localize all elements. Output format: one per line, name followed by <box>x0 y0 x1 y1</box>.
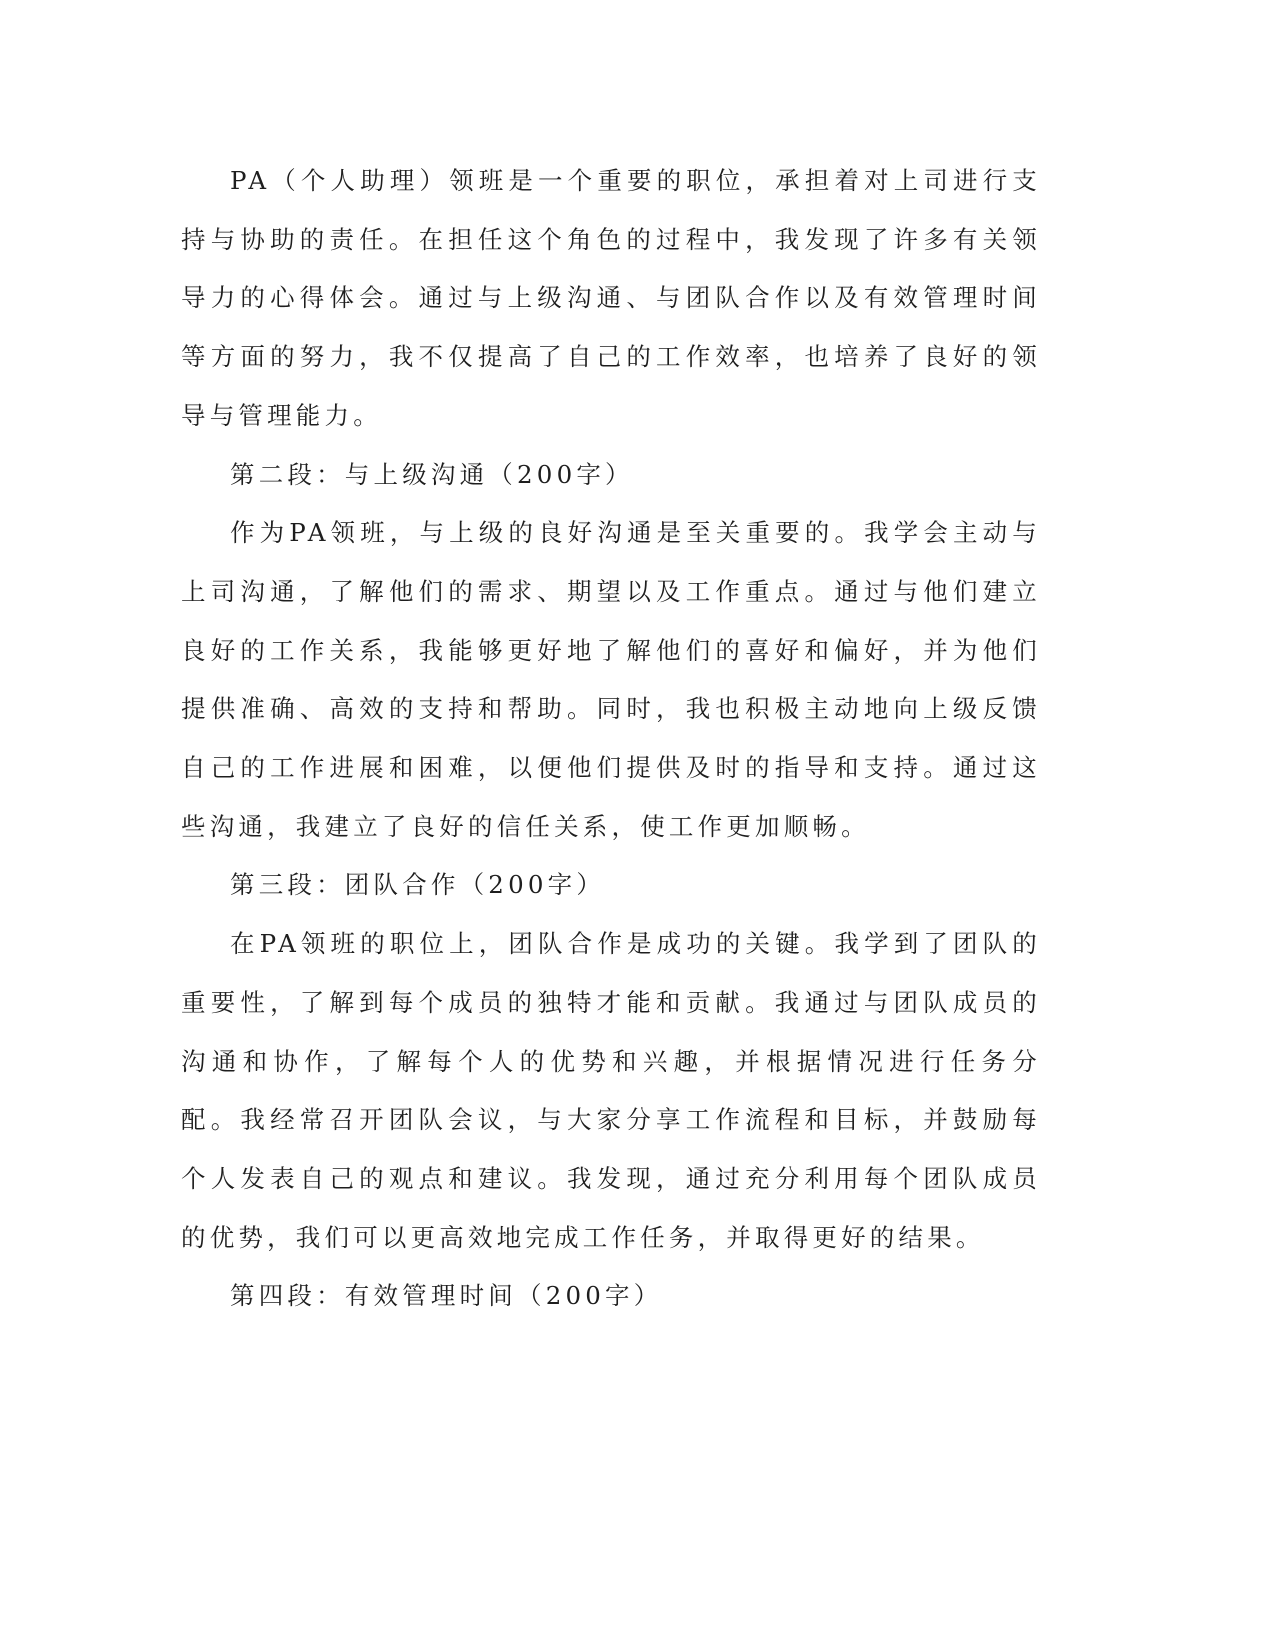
intro-paragraph: PA（个人助理）领班是一个重要的职位，承担着对上司进行支持与协助的责任。在担任这个角色的过程中，我发现了许多有关领导力的心得体会。通过与上级沟通、与团队合作以及有效管理时间等方面的努力，我不仅提高了自己的工作效率，也培养了良好的领导与管理能力。 <box>181 166 1041 430</box>
teamwork-paragraph: 在PA领班的职位上，团队合作是成功的关键。我学到了团队的重要性，了解到每个成员的独特才能和贡献。我通过与团队成员的沟通和协作，了解每个人的优势和兴趣，并根据情况进行任务分配。我经常召开团队会议，与大家分享工作流程和目标，并鼓励每个人发表自己的观点和建议。我发现，通过充分利用每个团队成员的优势，我们可以更高效地完成工作任务，并取得更好的结果。 <box>181 929 1041 1252</box>
section-heading-communication: 第二段：与上级沟通（200字） <box>230 459 634 489</box>
document-body <box>181 152 1041 1326</box>
communication-paragraph: 作为PA领班，与上级的良好沟通是至关重要的。我学会主动与上司沟通，了解他们的需求、期望以及工作重点。通过与他们建立良好的工作关系，我能够更好地了解他们的喜好和偏好，并为他们提供准确、高效的支持和帮助。同时，我也积极主动地向上级反馈自己的工作进展和困难，以便他们提供及时的指导和支持。通过这些沟通，我建立了良好的信任关系，使工作更加顺畅。 <box>181 518 1041 841</box>
section-heading-teamwork: 第三段：团队合作（200字） <box>230 870 606 900</box>
section-heading-time-management: 第四段：有效管理时间（200字） <box>230 1281 663 1311</box>
